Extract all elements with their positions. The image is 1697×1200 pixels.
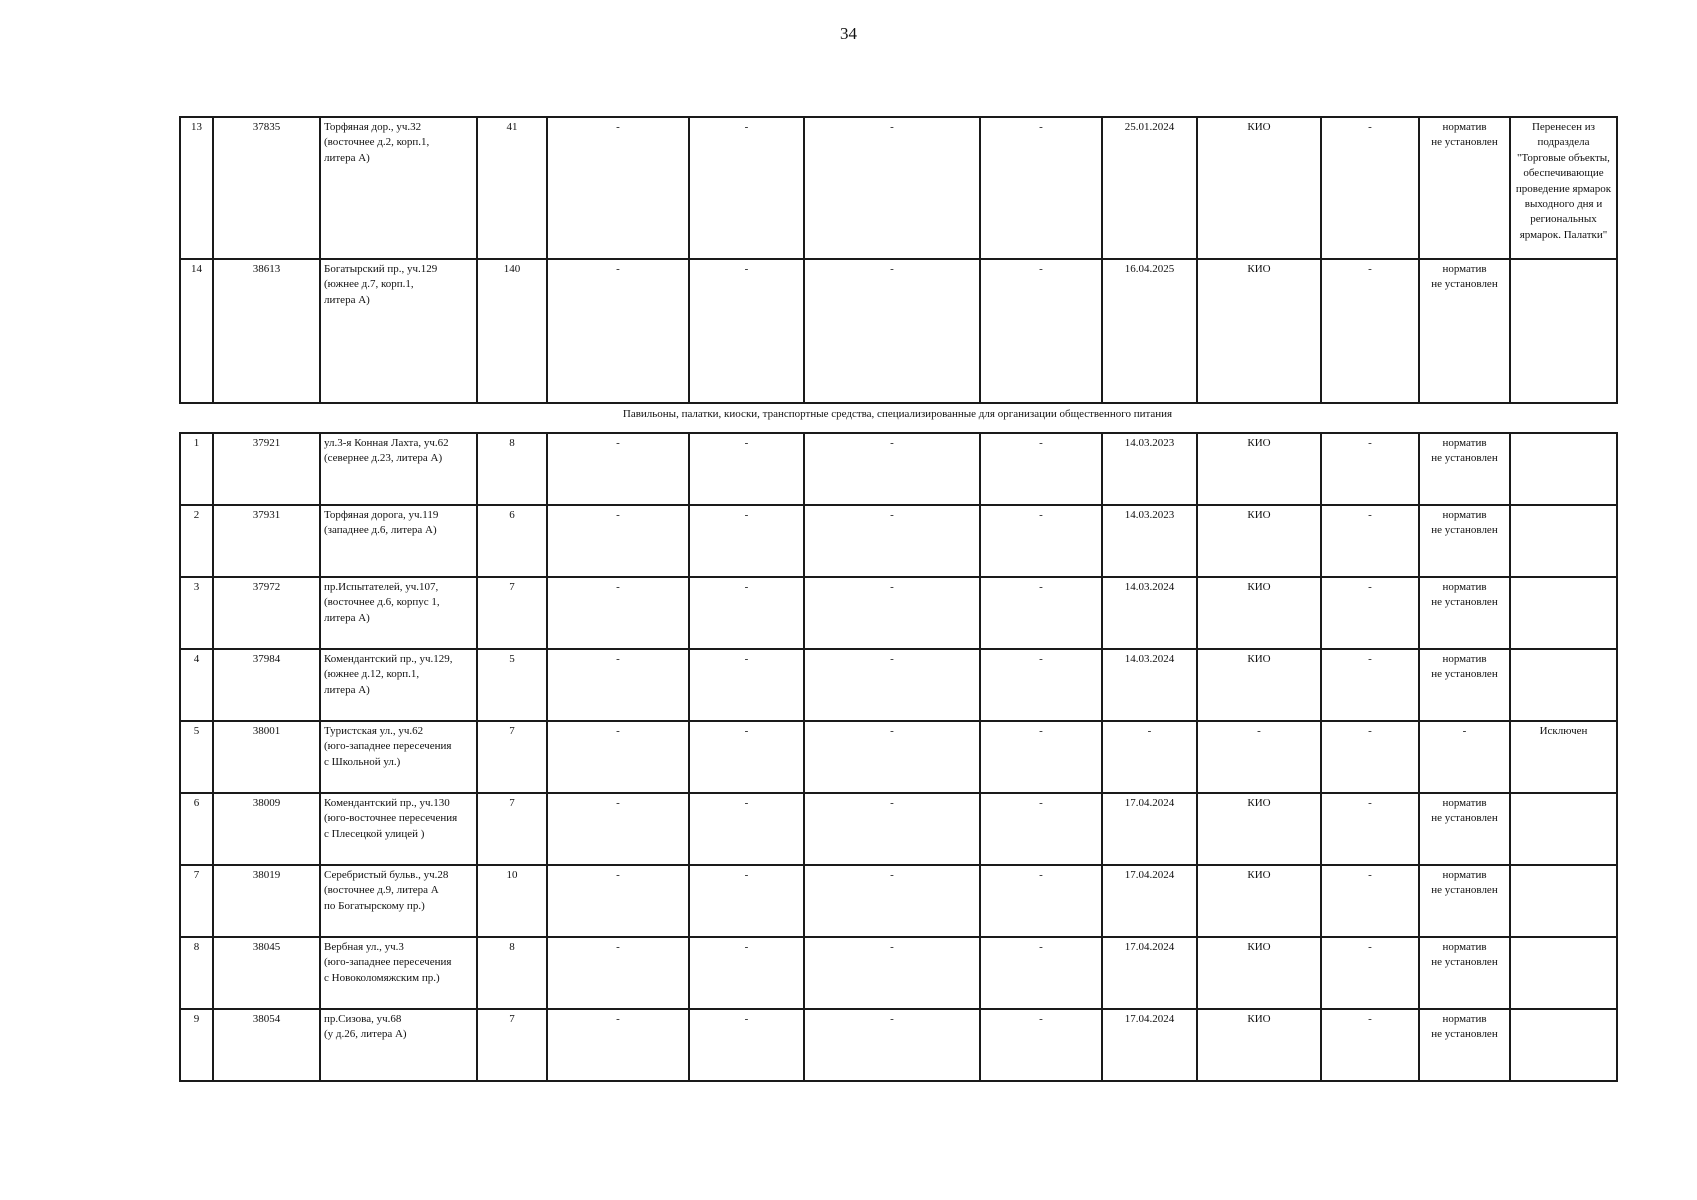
address-cell-line: литера А) [324, 611, 370, 624]
value-cell: - [980, 865, 1102, 937]
norm-cell-line: не установлен [1431, 668, 1498, 681]
value-cell: - [689, 117, 804, 259]
address-cell [320, 433, 477, 505]
value-cell: - [547, 577, 689, 649]
norm-cell-line: не установлен [1431, 884, 1498, 897]
note-cell [1510, 793, 1617, 865]
value-cell: - [689, 1009, 804, 1081]
note-cell [1510, 433, 1617, 505]
value-cell: - [547, 117, 689, 259]
address-cell-line: пр.Сизова, уч.68 [324, 1013, 402, 1025]
note-cell-line: ярмарок. Палатки" [1519, 228, 1608, 241]
object-id: 38045 [213, 937, 320, 1009]
note-cell [1510, 721, 1617, 793]
area-cell: 140 [477, 259, 547, 403]
value-cell: - [804, 577, 980, 649]
value-cell: - [689, 505, 804, 577]
object-id: 37931 [213, 505, 320, 577]
norm-cell [1419, 865, 1510, 937]
norm-cell-line: не установлен [1431, 956, 1498, 969]
value-cell: - [689, 577, 804, 649]
norm-cell [1419, 505, 1510, 577]
date-cell: 17.04.2024 [1102, 865, 1197, 937]
table-row [180, 577, 1617, 649]
norm-cell-line: норматив [1442, 121, 1487, 133]
value-cell: - [1321, 505, 1419, 577]
address-cell [320, 865, 477, 937]
date-cell: 14.03.2023 [1102, 505, 1197, 577]
norm-cell-line: норматив [1442, 509, 1487, 521]
table-row [180, 433, 1617, 505]
row-number: 7 [180, 865, 213, 937]
row-number: 8 [180, 937, 213, 1009]
address-cell [320, 1009, 477, 1081]
value-cell: - [1321, 259, 1419, 403]
address-cell-line: (восточнее д.6, корпус 1, [324, 596, 440, 609]
note-cell-line: обеспечивающие [1523, 167, 1604, 180]
norm-cell-line: норматив [1442, 581, 1487, 593]
note-cell-line: региональных [1530, 213, 1597, 226]
value-cell: - [1321, 577, 1419, 649]
address-cell-line: (севернее д.23, литера А) [324, 452, 443, 465]
table-row [180, 259, 1617, 403]
org-cell: КИО [1197, 1009, 1321, 1081]
address-cell-line: пр.Испытателей, уч.107, [324, 581, 439, 593]
date-cell: 14.03.2024 [1102, 649, 1197, 721]
bottom-table [179, 432, 1618, 1082]
norm-cell [1419, 433, 1510, 505]
object-id: 37972 [213, 577, 320, 649]
norm-cell [1419, 649, 1510, 721]
address-cell [320, 937, 477, 1009]
org-cell: КИО [1197, 649, 1321, 721]
norm-cell-line: не установлен [1431, 1028, 1498, 1041]
address-cell-line: (юго-западнее пересечения [324, 956, 452, 969]
address-cell [320, 721, 477, 793]
value-cell: - [980, 937, 1102, 1009]
org-cell: КИО [1197, 937, 1321, 1009]
value-cell: - [689, 937, 804, 1009]
address-cell-line: с Школьной ул.) [324, 755, 401, 768]
address-cell [320, 117, 477, 259]
note-cell-line: Исключен [1539, 725, 1588, 737]
value-cell: - [547, 721, 689, 793]
norm-cell [1419, 577, 1510, 649]
norm-cell [1419, 259, 1510, 403]
value-cell: - [980, 1009, 1102, 1081]
row-number: 1 [180, 433, 213, 505]
table-row [180, 1009, 1617, 1081]
note-cell [1510, 259, 1617, 403]
row-number: 2 [180, 505, 213, 577]
value-cell: - [980, 721, 1102, 793]
value-cell: - [1321, 865, 1419, 937]
note-cell [1510, 117, 1617, 259]
area-cell: 7 [477, 793, 547, 865]
address-cell [320, 793, 477, 865]
date-cell: 17.04.2024 [1102, 1009, 1197, 1081]
address-cell-line: (южнее д.7, корп.1, [324, 278, 414, 291]
table-row [180, 865, 1617, 937]
value-cell: - [1321, 117, 1419, 259]
address-cell-line: Богатырский пр., уч.129 [324, 263, 438, 275]
date-cell: 25.01.2024 [1102, 117, 1197, 259]
org-cell: КИО [1197, 865, 1321, 937]
org-cell: КИО [1197, 793, 1321, 865]
value-cell: - [804, 505, 980, 577]
area-cell: 8 [477, 937, 547, 1009]
address-cell-line: Торфяная дорога, уч.119 [324, 509, 439, 521]
norm-cell-line: не установлен [1431, 812, 1498, 825]
area-cell: 10 [477, 865, 547, 937]
value-cell: - [547, 433, 689, 505]
norm-cell-line: не установлен [1431, 136, 1498, 149]
norm-cell [1419, 721, 1510, 793]
value-cell: - [980, 117, 1102, 259]
address-cell-line: Туристская ул., уч.62 [324, 725, 424, 737]
value-cell: - [1321, 793, 1419, 865]
note-cell [1510, 505, 1617, 577]
value-cell: - [689, 433, 804, 505]
note-cell-line: подраздела [1537, 136, 1590, 149]
value-cell: - [547, 865, 689, 937]
norm-cell [1419, 937, 1510, 1009]
object-id: 37835 [213, 117, 320, 259]
object-id: 38009 [213, 793, 320, 865]
value-cell: - [804, 649, 980, 721]
value-cell: - [1321, 1009, 1419, 1081]
address-cell [320, 505, 477, 577]
area-cell: 7 [477, 577, 547, 649]
object-id: 37984 [213, 649, 320, 721]
org-cell: КИО [1197, 117, 1321, 259]
section-heading: Павильоны, палатки, киоски, транспортные средства, специализированные для организации общественного питания [622, 408, 1173, 420]
row-number: 5 [180, 721, 213, 793]
note-cell [1510, 865, 1617, 937]
norm-cell-line: норматив [1442, 941, 1487, 953]
row-number: 4 [180, 649, 213, 721]
row-number: 14 [180, 259, 213, 403]
value-cell: - [547, 259, 689, 403]
area-cell: 8 [477, 433, 547, 505]
norm-cell-line: норматив [1442, 437, 1487, 449]
value-cell: - [804, 937, 980, 1009]
table-row [180, 505, 1617, 577]
norm-cell-line: - [1462, 725, 1467, 737]
row-number: 13 [180, 117, 213, 259]
table-row [180, 793, 1617, 865]
row-number: 3 [180, 577, 213, 649]
value-cell: - [804, 433, 980, 505]
address-cell-line: литера А) [324, 293, 370, 306]
value-cell: - [804, 117, 980, 259]
address-cell-line: литера А) [324, 151, 370, 164]
note-cell [1510, 1009, 1617, 1081]
org-cell: КИО [1197, 505, 1321, 577]
area-cell: 41 [477, 117, 547, 259]
date-cell: 14.03.2023 [1102, 433, 1197, 505]
value-cell: - [689, 649, 804, 721]
value-cell: - [1321, 937, 1419, 1009]
norm-cell-line: не установлен [1431, 596, 1498, 609]
address-cell-line: ул.3-я Конная Лахта, уч.62 [324, 437, 449, 449]
area-cell: 7 [477, 721, 547, 793]
note-cell-line: Перенесен из [1531, 121, 1596, 133]
value-cell: - [980, 577, 1102, 649]
value-cell: - [980, 259, 1102, 403]
value-cell: - [1321, 649, 1419, 721]
note-cell-line: проведение ярмарок [1515, 182, 1612, 195]
norm-cell-line: норматив [1442, 1013, 1487, 1025]
date-cell: 14.03.2024 [1102, 577, 1197, 649]
top-table [179, 116, 1618, 404]
address-cell-line: Серебристый бульв., уч.28 [324, 869, 449, 881]
value-cell: - [547, 793, 689, 865]
note-cell-line: "Торговые объекты, [1517, 151, 1610, 164]
value-cell: - [804, 793, 980, 865]
value-cell: - [1321, 721, 1419, 793]
address-cell [320, 577, 477, 649]
address-cell-line: (восточнее д.2, корп.1, [324, 136, 430, 149]
value-cell: - [689, 793, 804, 865]
note-cell [1510, 937, 1617, 1009]
value-cell: - [547, 937, 689, 1009]
value-cell: - [804, 259, 980, 403]
org-cell: КИО [1197, 433, 1321, 505]
row-number: 6 [180, 793, 213, 865]
org-cell: - [1197, 721, 1321, 793]
address-cell-line: (у д.26, литера А) [324, 1028, 407, 1041]
address-cell-line: с Плесецкой улицей ) [324, 827, 425, 840]
area-cell: 7 [477, 1009, 547, 1081]
area-cell: 5 [477, 649, 547, 721]
norm-cell-line: не установлен [1431, 524, 1498, 537]
value-cell: - [804, 721, 980, 793]
norm-cell [1419, 1009, 1510, 1081]
address-cell-line: Вербная ул., уч.3 [324, 941, 404, 953]
value-cell: - [804, 1009, 980, 1081]
value-cell: - [547, 505, 689, 577]
object-id: 38001 [213, 721, 320, 793]
date-cell: 17.04.2024 [1102, 793, 1197, 865]
address-cell-line: Торфяная дор., уч.32 [324, 121, 422, 133]
table-row [180, 937, 1617, 1009]
norm-cell-line: не установлен [1431, 278, 1498, 291]
value-cell: - [547, 649, 689, 721]
address-cell-line: Комендантский пр., уч.129, [324, 653, 453, 665]
address-cell-line: по Богатырскому пр.) [324, 899, 425, 912]
page-number: 34 [840, 24, 857, 43]
org-cell: КИО [1197, 259, 1321, 403]
object-id: 38613 [213, 259, 320, 403]
note-cell [1510, 577, 1617, 649]
norm-cell-line: норматив [1442, 869, 1487, 881]
norm-cell-line: норматив [1442, 263, 1487, 275]
value-cell: - [547, 1009, 689, 1081]
address-cell [320, 649, 477, 721]
note-cell-line: выходного дня и [1524, 197, 1603, 210]
value-cell: - [689, 865, 804, 937]
object-id: 38019 [213, 865, 320, 937]
org-cell: КИО [1197, 577, 1321, 649]
value-cell: - [689, 259, 804, 403]
address-cell-line: (юго-восточнее пересечения [324, 812, 458, 825]
value-cell: - [980, 649, 1102, 721]
value-cell: - [689, 721, 804, 793]
norm-cell [1419, 793, 1510, 865]
date-cell: 17.04.2024 [1102, 937, 1197, 1009]
table-row [180, 117, 1617, 259]
date-cell: - [1102, 721, 1197, 793]
norm-cell-line: норматив [1442, 653, 1487, 665]
date-cell: 16.04.2025 [1102, 259, 1197, 403]
area-cell: 6 [477, 505, 547, 577]
norm-cell-line: норматив [1442, 797, 1487, 809]
value-cell: - [980, 793, 1102, 865]
value-cell: - [804, 865, 980, 937]
table-row [180, 649, 1617, 721]
note-cell [1510, 649, 1617, 721]
value-cell: - [980, 433, 1102, 505]
address-cell-line: Комендантский пр., уч.130 [324, 797, 450, 809]
address-cell-line: (западнее д.6, литера А) [324, 524, 437, 537]
row-number: 9 [180, 1009, 213, 1081]
address-cell-line: (юго-западнее пересечения [324, 740, 452, 753]
address-cell [320, 259, 477, 403]
address-cell-line: (восточнее д.9, литера А [324, 884, 439, 897]
norm-cell-line: не установлен [1431, 452, 1498, 465]
object-id: 37921 [213, 433, 320, 505]
value-cell: - [1321, 433, 1419, 505]
address-cell-line: (южнее д.12, корп.1, [324, 668, 420, 681]
table-row [180, 721, 1617, 793]
norm-cell [1419, 117, 1510, 259]
address-cell-line: литера А) [324, 683, 370, 696]
value-cell: - [980, 505, 1102, 577]
address-cell-line: с Новоколомяжским пр.) [324, 971, 440, 984]
object-id: 38054 [213, 1009, 320, 1081]
